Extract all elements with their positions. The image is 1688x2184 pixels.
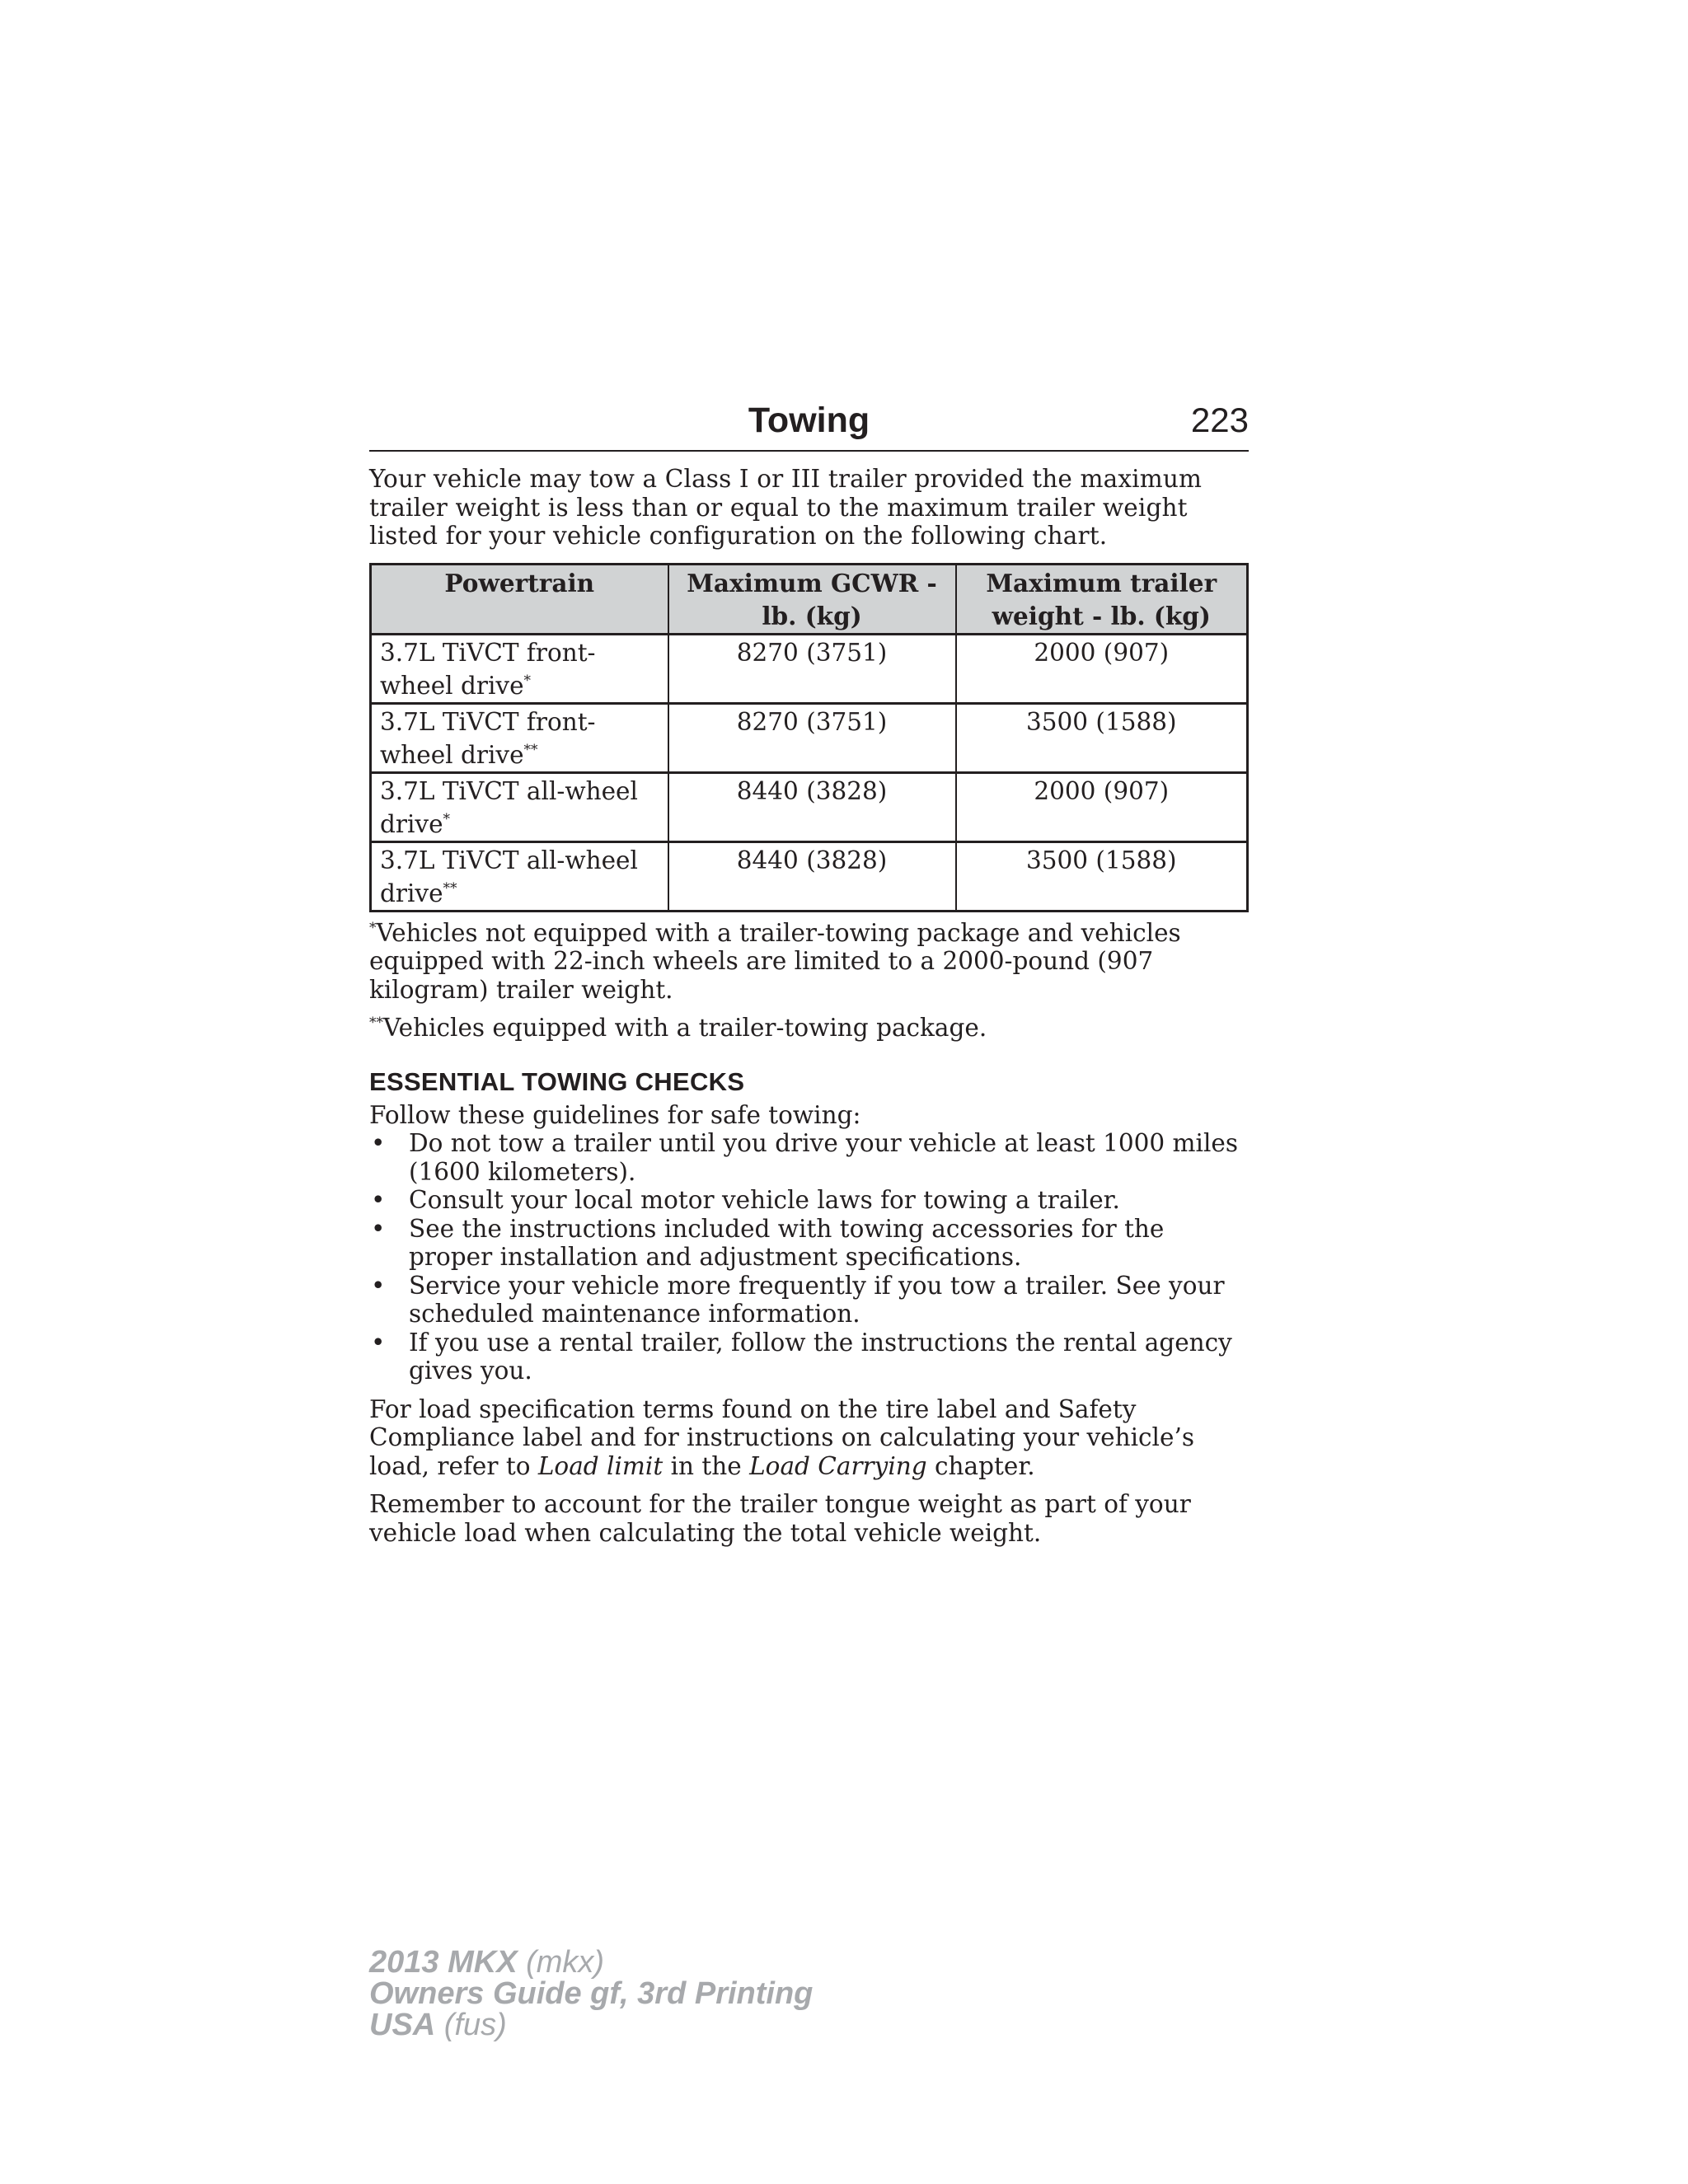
list-item-text: See the instructions included with towing accessories for the proper installation and adjustment specifications. <box>409 1214 1165 1271</box>
table-row <box>371 772 1248 841</box>
powertrain-label: 3.7L TiVCT front-wheel drive <box>380 638 596 700</box>
footnote-mark: * <box>369 919 377 936</box>
list-item-text: Consult your local motor vehicle laws for towing a trailer. <box>409 1186 1120 1214</box>
trailer-weight-cell: 3500 (1588) <box>956 841 1248 911</box>
intro-paragraph: Your vehicle may tow a Class I or III trailer provided the maximum trailer weight is less than or equal to the maximum trailer weight listed for your vehicle configuration on the following chart. <box>369 465 1203 550</box>
footer-model: 2013 MKX <box>369 1945 518 1980</box>
list-item <box>369 1272 1249 1329</box>
footnote-mark: ** <box>523 741 538 758</box>
page-content <box>369 465 1249 1547</box>
footnote-mark: ** <box>443 879 457 897</box>
bullet-icon: • <box>371 1129 386 1157</box>
footer-region-code: (fus) <box>443 2008 507 2042</box>
gcwr-cell: 8270 (3751) <box>668 703 956 772</box>
header-max-trailer-weight: Maximum trailer weight - lb. (kg) <box>956 564 1248 634</box>
trailer-weight-cell: 3500 (1588) <box>956 703 1248 772</box>
footnote-mark: * <box>523 672 532 689</box>
footnote-mark: * <box>443 810 451 827</box>
towing-capacity-table <box>369 563 1249 912</box>
load-text-part: For load specification terms found on the tire label and Safety Compliance label and for instructions on calculating your vehicle’s load, refer to <box>369 1394 1194 1480</box>
trailer-weight-cell: 2000 (907) <box>956 772 1248 841</box>
footnote-text: Vehicles not equipped with a trailer-towing package and vehicles equipped with 22-inch wheels are limited to a 2000-pound (907 kilogram) trailer weight. <box>369 918 1181 1004</box>
list-item <box>369 1215 1249 1272</box>
powertrain-cell <box>371 634 668 703</box>
bullet-icon: • <box>371 1186 386 1214</box>
page-title: Towing <box>748 401 870 440</box>
bullet-icon: • <box>371 1271 386 1300</box>
bullet-icon: • <box>371 1214 386 1243</box>
section-lead: Follow these guidelines for safe towing: <box>369 1100 861 1129</box>
powertrain-cell <box>371 703 668 772</box>
table-row <box>371 634 1248 703</box>
footer-region-line <box>369 2009 813 2041</box>
footnote-text: Vehicles equipped with a trailer-towing package. <box>383 1014 987 1042</box>
footer-model-code: (mkx) <box>526 1945 605 1980</box>
cross-reference-load-limit: Load limit <box>537 1451 663 1480</box>
footer-guide-line: Owners Guide gf, 3rd Printing <box>369 1976 814 2011</box>
closing-paragraph: Remember to account for the trailer tongue weight as part of your vehicle load when calculating the total vehicle weight. <box>369 1490 1191 1547</box>
powertrain-label: 3.7L TiVCT all-wheel drive <box>380 846 638 907</box>
footer-model-line <box>369 1947 813 1978</box>
page-footer <box>369 1947 813 2041</box>
powertrain-cell <box>371 841 668 911</box>
list-item-text: Service your vehicle more frequently if you tow a trailer. See your scheduled maintenance information. <box>409 1271 1225 1328</box>
table-header-row <box>371 564 1248 634</box>
cross-reference-load-carrying: Load Carrying <box>749 1451 927 1480</box>
load-paragraph <box>369 1395 1249 1481</box>
header-max-gcwr: Maximum GCWR - lb. (kg) <box>668 564 956 634</box>
list-item <box>369 1186 1249 1215</box>
header-powertrain: Powertrain <box>371 564 668 634</box>
footer-region: USA <box>369 2008 436 2042</box>
footnote-double-asterisk <box>369 1014 1249 1043</box>
table-row <box>371 841 1248 911</box>
footnote-mark: ** <box>369 1015 383 1032</box>
table-row <box>371 703 1248 772</box>
towing-checks-list <box>369 1129 1249 1385</box>
load-text-part: chapter. <box>935 1451 1035 1480</box>
bullet-icon: • <box>371 1328 386 1357</box>
list-item <box>369 1129 1249 1186</box>
powertrain-label: 3.7L TiVCT all-wheel drive <box>380 776 638 838</box>
load-text-part: in the <box>670 1451 742 1480</box>
list-item-text: If you use a rental trailer, follow the instructions the rental agency gives you. <box>409 1328 1232 1385</box>
list-item-text: Do not tow a trailer until you drive your vehicle at least 1000 miles (1600 kilometers). <box>409 1129 1238 1186</box>
section-heading: ESSENTIAL TOWING CHECKS <box>369 1066 745 1096</box>
gcwr-cell: 8440 (3828) <box>668 772 956 841</box>
powertrain-label: 3.7L TiVCT front-wheel drive <box>380 707 596 769</box>
page-header <box>369 396 1249 452</box>
footnote-single-asterisk <box>369 919 1249 1005</box>
page-number: 223 <box>1190 401 1249 439</box>
gcwr-cell: 8270 (3751) <box>668 634 956 703</box>
powertrain-cell <box>371 772 668 841</box>
list-item <box>369 1329 1249 1385</box>
gcwr-cell: 8440 (3828) <box>668 841 956 911</box>
trailer-weight-cell: 2000 (907) <box>956 634 1248 703</box>
